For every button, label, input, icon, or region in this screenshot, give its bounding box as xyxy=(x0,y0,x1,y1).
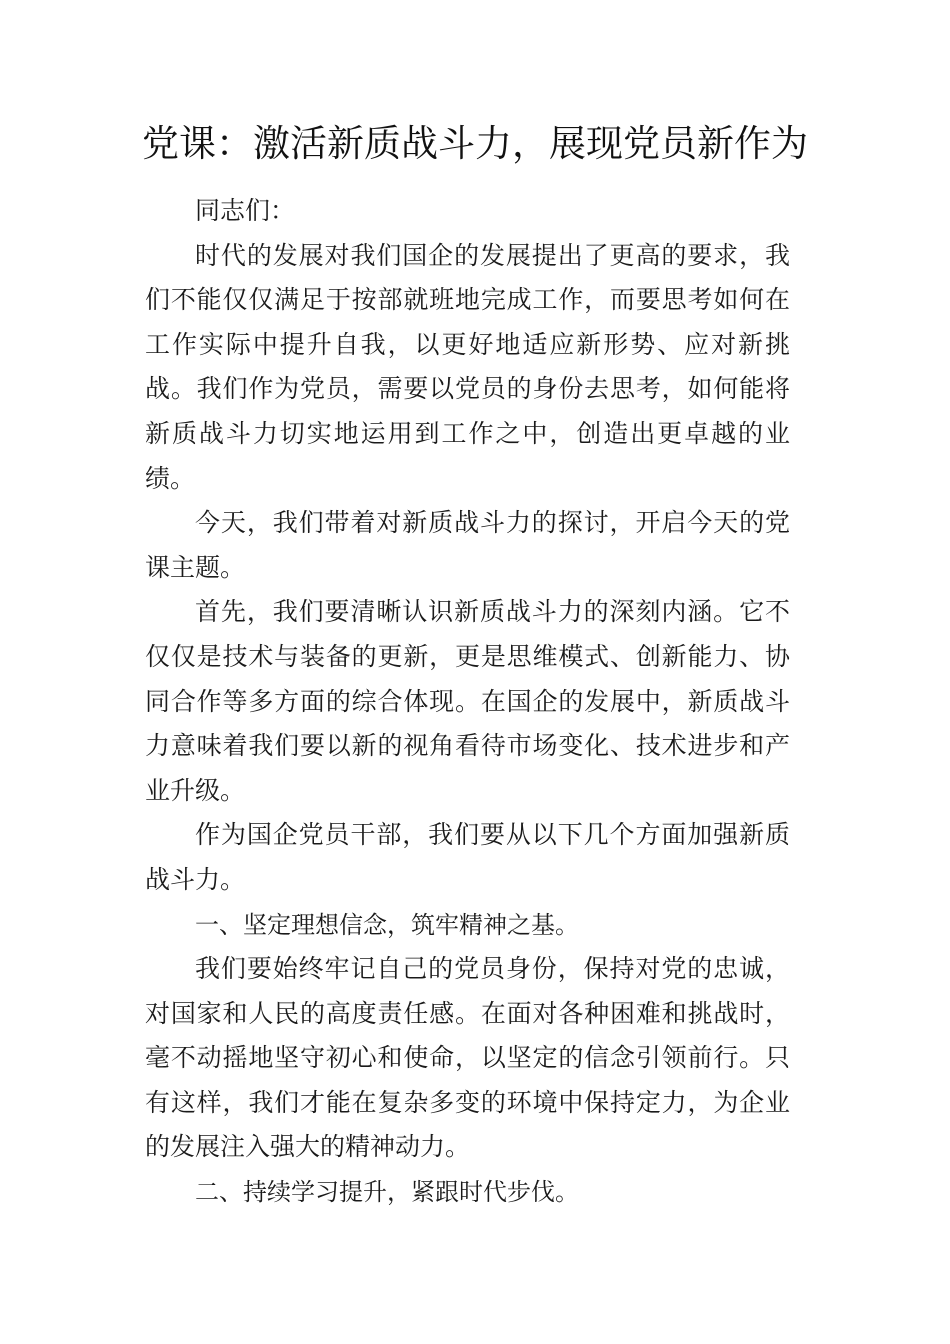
paragraph-4: 作为国企党员干部，我们要从以下几个方面加强新质战斗力。 xyxy=(145,820,790,894)
paragraph-3: 首先，我们要清晰认识新质战斗力的深刻内涵。它不仅仅是技术与装备的更新，更是思维模式、创新能力、协同合作等多方面的综合体现。在国企的发展中，新质战斗力意味着我们要以新的视角看待市场变化、技术进步和产业升级。 xyxy=(145,597,790,805)
paragraph-2: 今天，我们带着对新质战斗力的探讨，开启今天的党课主题。 xyxy=(145,508,790,582)
document-body xyxy=(145,189,790,1215)
section-heading-1: 一、坚定理想信念，筑牢精神之基。 xyxy=(195,910,579,939)
section-heading-2: 二、持续学习提升，紧跟时代步伐。 xyxy=(195,1178,579,1207)
page-title: 党课：激活新质战斗力，展现党员新作为 xyxy=(142,122,808,165)
paragraph-1: 时代的发展对我们国企的发展提出了更高的要求，我们不能仅仅满足于按部就班地完成工作，而要思考如何在工作实际中提升自我，以更好地适应新形势、应对新挑战。我们作为党员，需要以党员的身份去思考，如何能将新质战斗力切实地运用到工作之中，创造出更卓越的业绩。 xyxy=(145,240,790,493)
section-1-paragraph: 我们要始终牢记自己的党员身份，保持对党的忠诚，对国家和人民的高度责任感。在面对各种困难和挑战时，毫不动摇地坚守初心和使命，以坚定的信念引领前行。只有这样，我们才能在复杂多变的环境中保持定力，为企业的发展注入强大的精神动力。 xyxy=(145,954,790,1162)
greeting: 同志们： xyxy=(195,196,296,225)
